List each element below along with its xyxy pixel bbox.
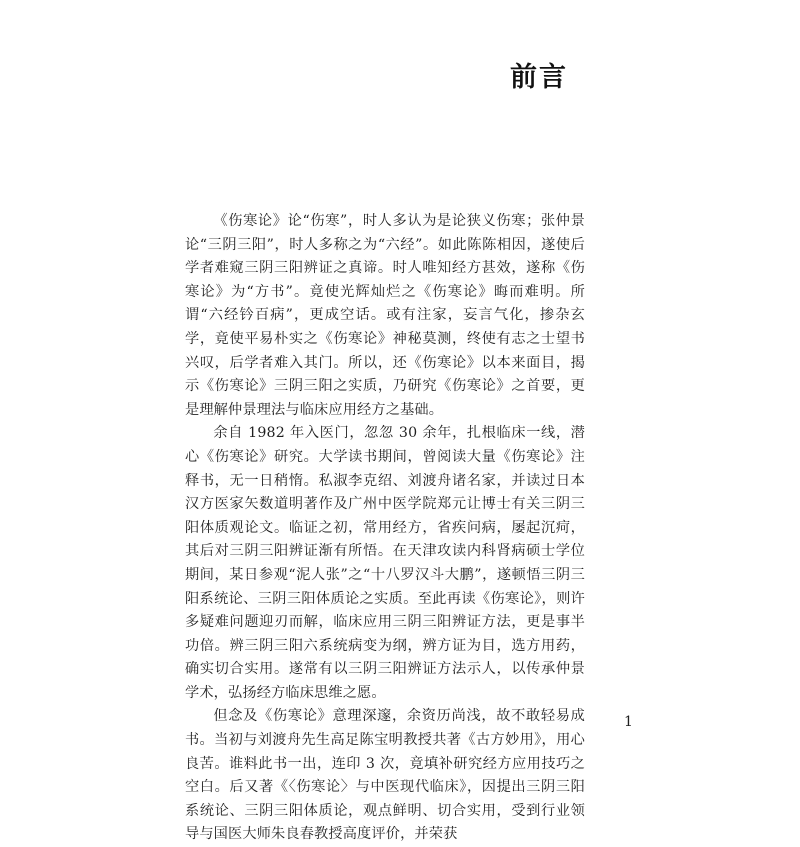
body-text — [185, 210, 585, 847]
paragraph-3: 但念及《伤寒论》意理深邃，余资历尚浅，故不敢轻易成书。当初与刘渡舟先生高足陈宝明教授共著《古方妙用》，用心良苦。谁料此书一出，连印 3 次，竟填补研究经方应用技巧之空白。后又著《〈伤寒论〉与中医现代临床》，因提出三阴三阳系统论、三阴三阳体质论，观点鲜明、切合实用，受到行业领导与国医大师朱良春教授高度评价，并荣获 — [185, 708, 585, 843]
paragraph-2: 余自 1982 年入医门，忽忽 30 余年，扎根临床一线，潜心《伤寒论》研究。大学读书期间，曾阅读大量《伤寒论》注释书，无一日稍惰。私淑李克绍、刘渡舟诸名家，并读过日本汉方医家矢数道明著作及广州中医学院郑元让博士有关三阴三阳体质观论文。临证之初，常用经方，省疾问病，屡起沉疴，其后对三阴三阳辨证渐有所悟。在天津攻读内科肾病硕士学位期间，某日参观“泥人张”之“十八罗汉斗大鹏”，遂顿悟三阴三阳系统论、三阴三阳体质论之实质。至此再读《伤寒论》，则许多疑难问题迎刃而解，临床应用三阴三阳辨证方法，更是事半功倍。辨三阴三阳六系统病变为纲，辨方证为目，选方用药，确实切合实用。遂常有以三阴三阳辨证方法示人，以传承仲景学术，弘扬经方临床思维之愿。 — [185, 425, 585, 701]
paragraph-1: 《伤寒论》论“伤寒”，时人多认为是论狭义伤寒；张仲景论“三阴三阳”，时人多称之为“六经”。如此陈陈相因，遂使后学者难窥三阴三阳辨证之真谛。时人唯知经方甚效，遂称《伤寒论》为“方书”。竟使光辉灿烂之《伤寒论》晦而难明。所谓“六经钤百病”，更成空话。或有注家，妄言气化，掺杂玄学，竟使平易朴实之《伤寒论》神秘莫测，终使有志之士望书兴叹，后学者难入其门。所以，还《伤寒论》以本来面目，揭示《伤寒论》三阴三阳之实质，乃研究《伤寒论》之首要，更是理解仲景理法与临床应用经方之基础。 — [185, 213, 585, 418]
page-title: 前言 — [510, 62, 568, 93]
page-number: 1 — [624, 714, 633, 730]
